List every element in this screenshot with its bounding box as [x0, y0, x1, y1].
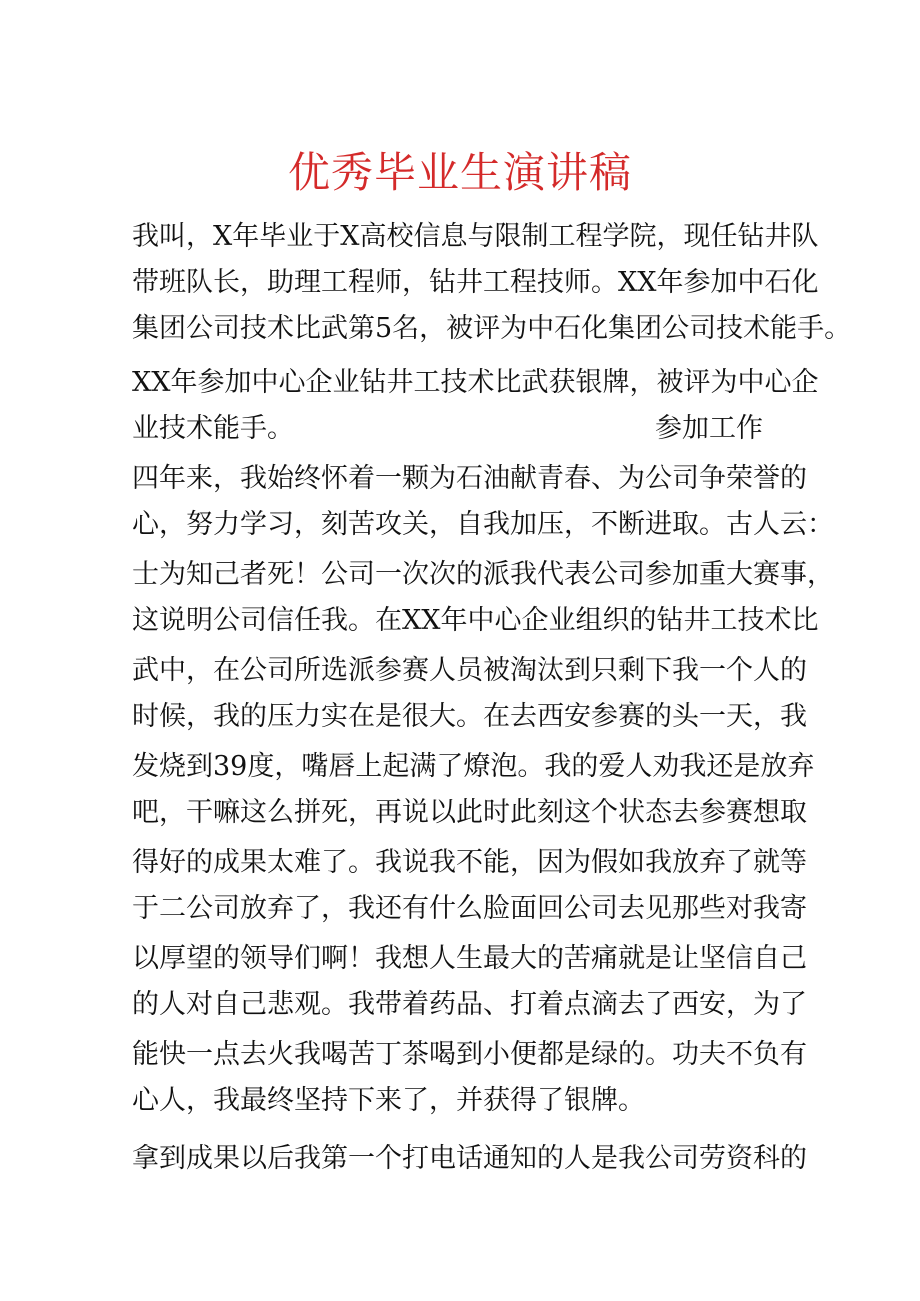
- body-line: 带班队长，助理工程师，钻井工程技师。XX年参加中石化: [132, 267, 819, 298]
- body-line: 得好的成果太难了。我说我不能，因为假如我放弃了就等: [132, 847, 807, 878]
- body-line: 的人对自己悲观。我带着药品、打着点滴去了西安，为了: [132, 989, 807, 1020]
- body-line: 士为知己者死！公司一次次的派我代表公司参加重大赛事，: [132, 559, 834, 590]
- body-line: 以厚望的领导们啊！我想人生最大的苦痛就是让坚信自己: [132, 943, 807, 974]
- body-line: 时候，我的压力实在是很大。在去西安参赛的头一天，我: [132, 701, 807, 732]
- body-line: 于二公司放弃了，我还有什么脸面回公司去见那些对我寄: [132, 893, 807, 924]
- body-line: 能快一点去火我喝苦丁茶喝到小便都是绿的。功夫不负有: [132, 1039, 807, 1070]
- body-line: 拿到成果以后我第一个打电话通知的人是我公司劳资科的: [132, 1143, 807, 1174]
- body-line: 四年来，我始终怀着一颗为石油献青春、为公司争荣誉的: [132, 463, 807, 494]
- body-line: 心人，我最终坚持下来了，并获得了银牌。: [132, 1085, 645, 1116]
- body-line: 心，努力学习，刻苦攻关，自我加压，不断进取。古人云：: [132, 509, 834, 540]
- body-line: 发烧到39度，嘴唇上起满了燎泡。我的爱人劝我还是放弃: [132, 751, 815, 782]
- document-title: 优秀毕业生演讲稿: [287, 148, 632, 197]
- body-line: 这说明公司信任我。在XX年中心企业组织的钻井工技术比: [132, 605, 819, 636]
- body-line-right-fragment: 参加工作: [655, 413, 763, 444]
- body-line: XX年参加中心企业钻井工技术比武获银牌，被评为中心企: [132, 367, 819, 398]
- body-line: 吧，干嘛这么拼死，再说以此时此刻这个状态去参赛想取: [132, 797, 807, 828]
- body-line: 我叫，X年毕业于X高校信息与限制工程学院，现任钻井队: [132, 221, 819, 252]
- body-line: 集团公司技术比武第5名，被评为中石化集团公司技术能手。: [132, 313, 852, 344]
- body-line: 武中，在公司所选派参赛人员被淘汰到只剩下我一个人的: [132, 655, 807, 686]
- body-line: 业技术能手。: [132, 413, 294, 444]
